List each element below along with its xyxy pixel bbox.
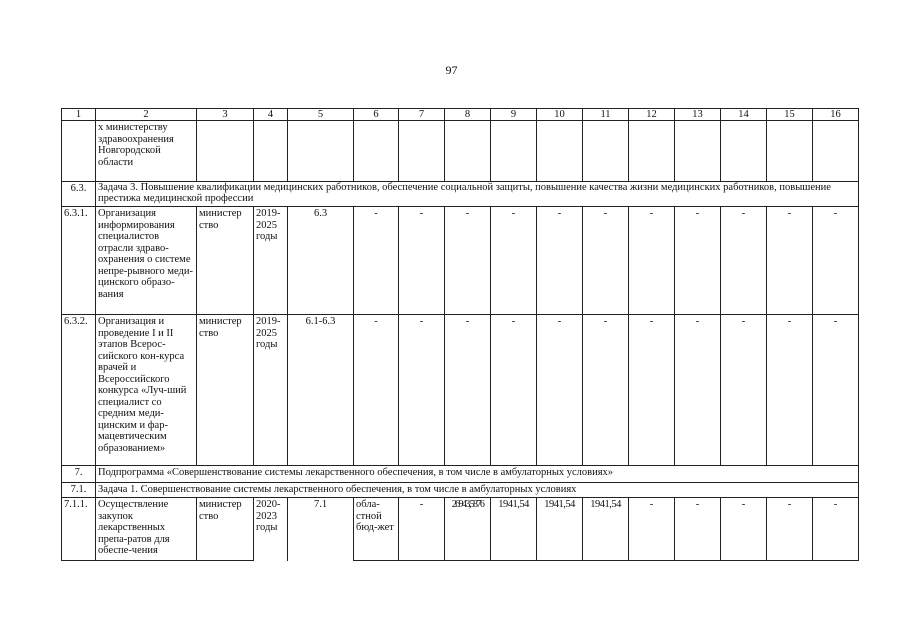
header-cell: 13 <box>675 109 721 121</box>
header-cell: 1 <box>62 109 96 121</box>
subprogram-title: Подпрограмма «Совершенствование системы лекарственного обеспечения, в том числе в амбулаторных условиях» <box>96 466 859 483</box>
program-table <box>61 108 859 561</box>
row-value: - <box>399 315 445 466</box>
empty-cell <box>629 121 675 182</box>
header-cell: 15 <box>767 109 813 121</box>
row-value: - <box>629 207 675 315</box>
row-value: - <box>629 315 675 466</box>
empty-cell <box>491 121 537 182</box>
header-cell: 3 <box>197 109 254 121</box>
empty-cell <box>197 121 254 182</box>
row-code: 7.1.1. <box>62 498 96 561</box>
row-code: 6.3.1. <box>62 207 96 315</box>
row-value: - <box>445 315 491 466</box>
row-period: 2019-2025 годы <box>254 207 288 315</box>
header-cell: 7 <box>399 109 445 121</box>
empty-cell <box>288 121 354 182</box>
row-value: - <box>721 498 767 561</box>
task-title: Задача 1. Совершенствование системы лекарственного обеспечения, в том числе в амбулаторных условиях <box>96 483 859 498</box>
row-value: - <box>721 207 767 315</box>
empty-cell <box>583 121 629 182</box>
header-row <box>62 109 859 121</box>
row-code <box>62 121 96 182</box>
row-value: - <box>813 498 859 561</box>
table-row-7-1-1 <box>62 498 859 561</box>
empty-cell <box>354 121 399 182</box>
row-value: 26943,5876 <box>445 498 491 561</box>
table-row-task-6-3 <box>62 182 859 207</box>
row-name: Организация и проведение I и II этапов Всерос-сийского кон-курса врачей и Всероссийского конкурса «Луч-ший специалист со средним меди-цинским и фар-мацевтическим образованием» <box>96 315 197 466</box>
row-executor: министер ство <box>197 315 254 466</box>
empty-cell <box>399 121 445 182</box>
row-name: х министерству здравоохранения Новгородской области <box>96 121 197 182</box>
header-cell: 5 <box>288 109 354 121</box>
row-source: - <box>354 315 399 466</box>
header-cell: 8 <box>445 109 491 121</box>
row-value: - <box>537 315 583 466</box>
header-cell: 16 <box>813 109 859 121</box>
row-value: - <box>399 498 445 561</box>
row-value: - <box>583 315 629 466</box>
header-cell: 6 <box>354 109 399 121</box>
header-cell: 4 <box>254 109 288 121</box>
row-target: 6.1-6.3 <box>288 315 354 466</box>
task-title: Задача 3. Повышение квалификации медицинских работников, обеспечение социальной защиты, повышение качества жизни медицинских работников, повышение престижа медицинской профессии <box>96 182 859 207</box>
row-target: 6.3 <box>288 207 354 315</box>
table-row-subprogram-7 <box>62 466 859 483</box>
row-period: 2019-2025 годы <box>254 315 288 466</box>
row-value: - <box>537 207 583 315</box>
row-value: - <box>675 207 721 315</box>
empty-cell <box>537 121 583 182</box>
row-source: обла-стной бюд-жет <box>354 498 399 561</box>
table-row-continuation <box>62 121 859 182</box>
empty-cell <box>721 121 767 182</box>
row-period: 2020-2023 годы <box>254 498 288 561</box>
table-row-6-3-1 <box>62 207 859 315</box>
row-target: 7.1 <box>288 498 354 561</box>
empty-cell <box>254 121 288 182</box>
row-value: - <box>629 498 675 561</box>
row-executor: министер ство <box>197 498 254 561</box>
row-value: - <box>813 207 859 315</box>
header-cell: 10 <box>537 109 583 121</box>
row-name: Осуществление закупок лекарственных препа-ратов для обеспе-чения <box>96 498 197 561</box>
row-value: 1941,54 <box>491 498 537 561</box>
row-value: - <box>767 207 813 315</box>
page-number: 97 <box>445 63 458 77</box>
header-cell: 14 <box>721 109 767 121</box>
row-value: - <box>767 315 813 466</box>
row-value: - <box>491 207 537 315</box>
row-value: - <box>491 315 537 466</box>
row-value: - <box>813 315 859 466</box>
header-cell: 9 <box>491 109 537 121</box>
table-row-6-3-2 <box>62 315 859 466</box>
row-value: 1941,54 <box>537 498 583 561</box>
header-cell: 12 <box>629 109 675 121</box>
row-source: - <box>354 207 399 315</box>
row-value: - <box>767 498 813 561</box>
row-value: - <box>445 207 491 315</box>
row-value: - <box>675 315 721 466</box>
row-name: Организация информирования специалистов отрасли здраво-охранения о системе непре-рывного меди-цинского образо-вания <box>96 207 197 315</box>
row-value: - <box>399 207 445 315</box>
row-value: - <box>583 207 629 315</box>
row-executor: министер ство <box>197 207 254 315</box>
empty-cell <box>675 121 721 182</box>
row-code: 7.1. <box>62 483 96 498</box>
empty-cell <box>445 121 491 182</box>
empty-cell <box>767 121 813 182</box>
header-cell: 2 <box>96 109 197 121</box>
row-value: - <box>721 315 767 466</box>
row-value: 1941,54 <box>583 498 629 561</box>
header-cell: 11 <box>583 109 629 121</box>
row-value: - <box>675 498 721 561</box>
row-code: 7. <box>62 466 96 483</box>
row-code: 6.3. <box>62 182 96 207</box>
empty-cell <box>813 121 859 182</box>
table-row-task-7-1 <box>62 483 859 498</box>
row-code: 6.3.2. <box>62 315 96 466</box>
